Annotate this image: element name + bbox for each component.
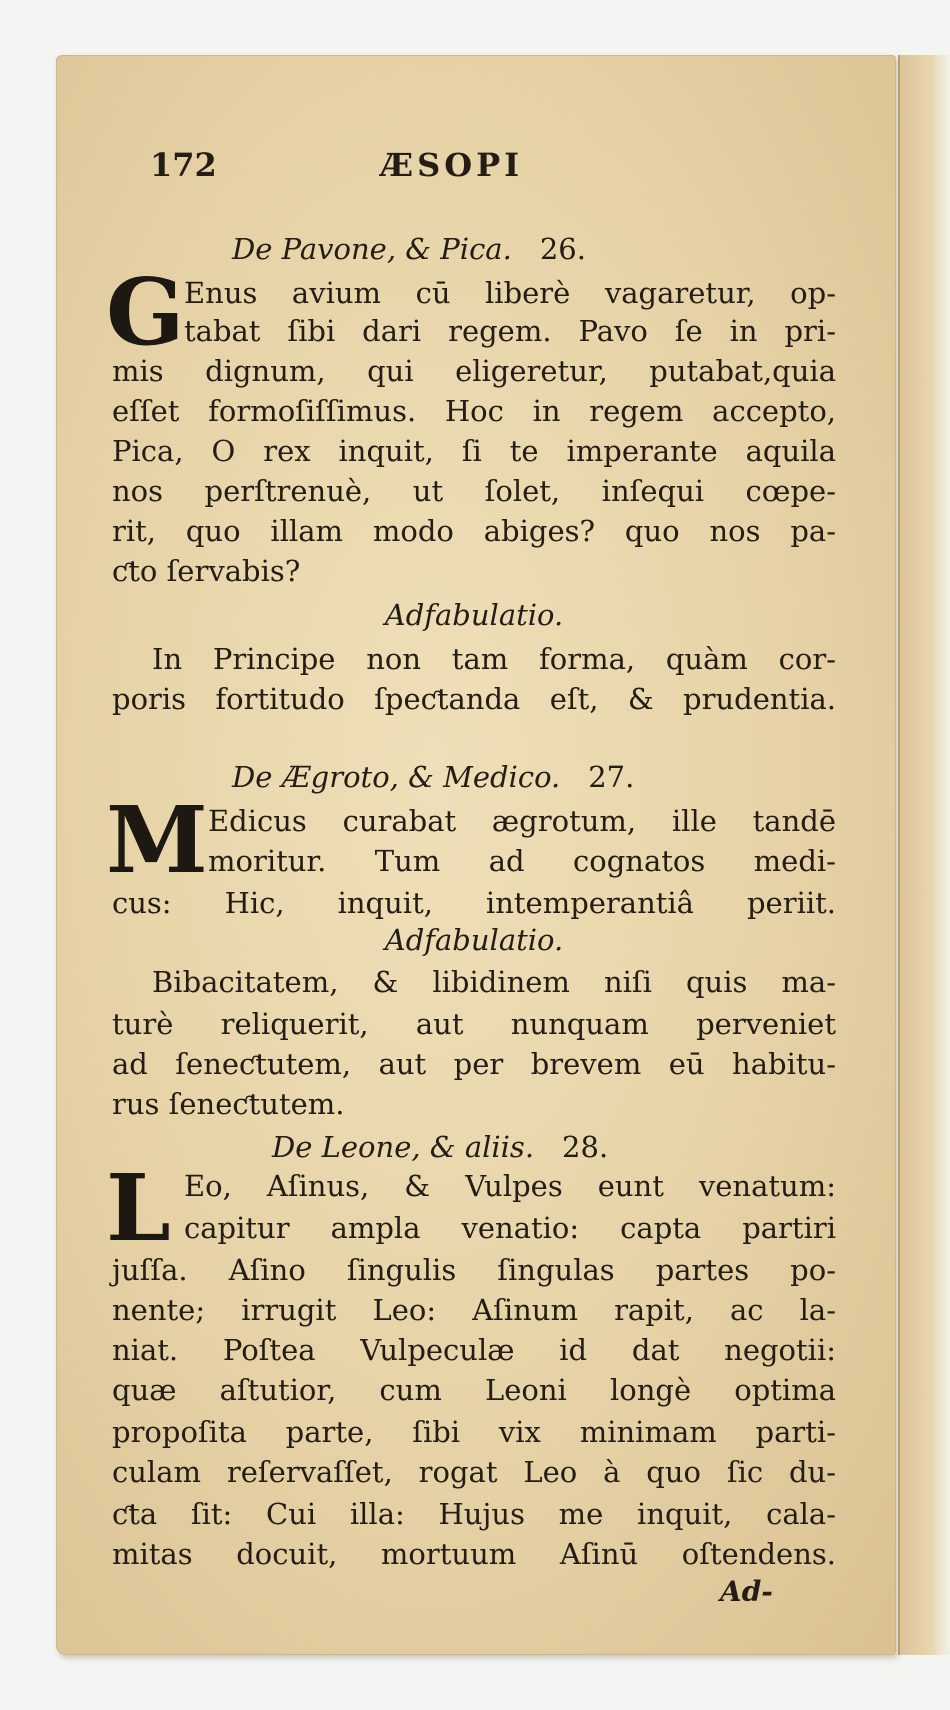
fable-title-text: De Pavone, & Pica.: [232, 232, 512, 266]
fable-title: [232, 760, 950, 794]
text-line: propoſita parte, ſibi vix minimam parti-: [112, 1415, 836, 1449]
text-line: ƈta ſit: Cui illa: Hujus me inquit, cala-: [112, 1497, 836, 1531]
text-line: eſſet formoſiſſimus. Hoc in regem accepto,: [112, 394, 836, 428]
fable-title: [272, 1130, 950, 1164]
text-line: nente; irrugit Leo: Aſinum rapit, ac la-: [112, 1293, 836, 1327]
moral-line: poris fortitudo ſpeƈtanda eſt, & prudentia.: [112, 682, 836, 716]
moral-line: ad ſeneƈtutem, aut per brevem eū habitu-: [112, 1047, 836, 1081]
text-line: ƈto ſervabis?: [112, 554, 301, 588]
text-line: rit, quo illam modo abiges? quo nos pa-: [112, 514, 836, 548]
fable-title: [232, 232, 950, 266]
text-line: moritur. Tum ad cognatos medi-: [208, 844, 836, 878]
drop-cap: M: [106, 786, 208, 894]
text-line: Pica, O rex inquit, ſi te imperante aquila: [112, 434, 836, 468]
moral-line: In Principe non tam forma, quàm cor-: [152, 642, 836, 676]
fable-number: 26.: [539, 232, 586, 266]
text-line: Edicus curabat ægrotum, ille tandē: [208, 804, 836, 838]
text-line: nos perſtrenuè, ut ſolet, inſequi cœpe-: [112, 474, 836, 508]
page-number: 172: [150, 146, 217, 184]
fable-number: 27.: [588, 760, 635, 794]
text-line: quæ aſtutior, cum Leoni longè optima: [112, 1373, 836, 1407]
text-line: juſſa. Aſino ſingulis ſingulas partes po-: [112, 1253, 836, 1287]
running-head: ÆSOPI: [380, 146, 524, 184]
moral-heading: Adfabulatio.: [384, 598, 564, 632]
moral-line: rus ſeneƈtutem.: [112, 1087, 345, 1121]
text-line: Eo, Aſinus, & Vulpes eunt venatum:: [184, 1169, 836, 1203]
fable-title-text: De Ægroto, & Medico.: [232, 760, 561, 794]
moral-line: Bibacitatem, & libidinem niſi quis ma-: [152, 965, 836, 999]
fable-title-text: De Leone, & aliis.: [272, 1130, 535, 1164]
text-line: mis dignum, qui eligeretur, putabat,quia: [112, 354, 836, 388]
moral-heading: Adfabulatio.: [384, 923, 564, 957]
catchword: Ad-: [720, 1575, 773, 1608]
text-line: mitas docuit, mortuum Aſinū oſtendens.: [112, 1537, 836, 1571]
drop-cap: L: [106, 1154, 171, 1262]
moral-line: turè reliquerit, aut nunquam perveniet: [112, 1007, 836, 1041]
text-line: Enus avium cū liberè vagaretur, op-: [184, 276, 836, 310]
text-line: tabat ſibi dari regem. Pavo ſe in pri-: [184, 314, 836, 348]
text-line: cus: Hic, inquit, intemperantiâ periit.: [112, 886, 836, 920]
text-line: capitur ampla venatio: capta partiri: [184, 1211, 836, 1245]
text-line: culam reſervaſſet, rogat Leo à quo ſic du-: [112, 1455, 836, 1489]
facing-page-edge: [898, 55, 950, 1655]
fable-number: 28.: [562, 1130, 609, 1164]
text-line: niat. Poſtea Vulpeculæ id dat negotii:: [112, 1333, 836, 1367]
drop-cap: G: [106, 258, 185, 366]
